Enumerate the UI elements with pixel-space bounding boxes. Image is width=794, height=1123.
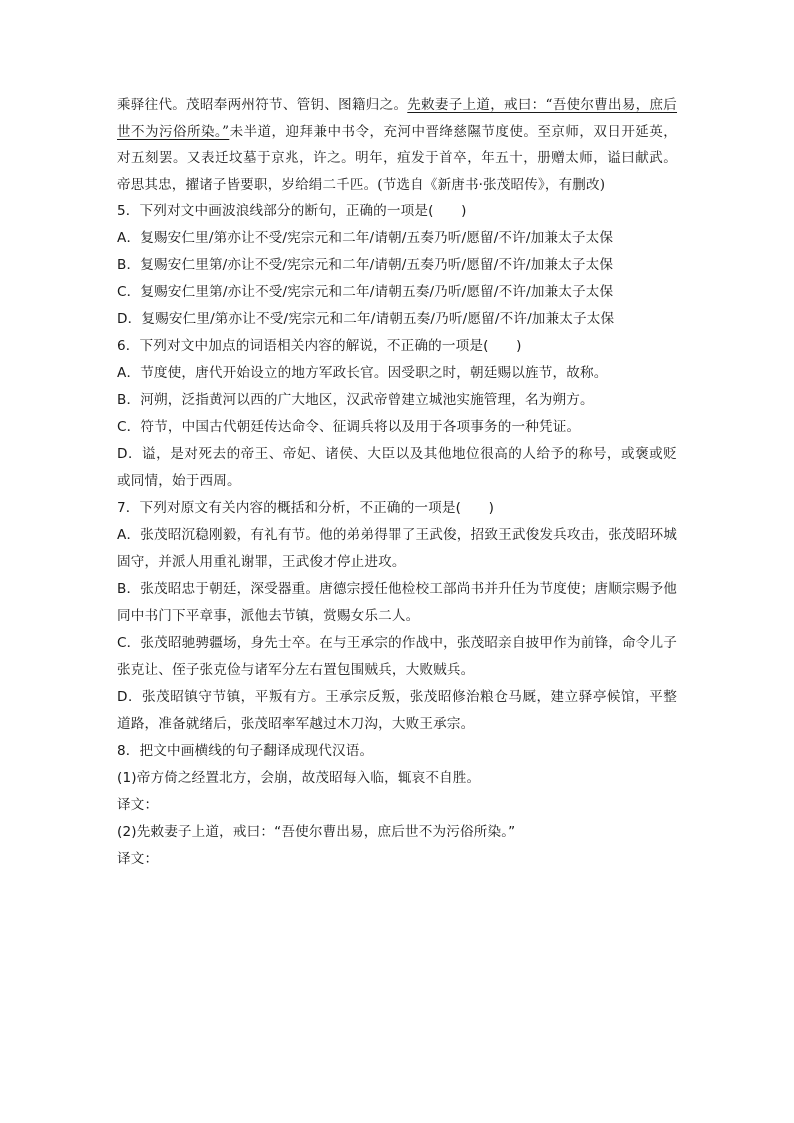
option-c: C．复赐安仁里第/亦让不受/宪宗元和二年/请朝五奏/乃听/愿留/不许/加兼太子太保 [117,284,614,300]
translation-answer-label-1: 译文： [117,797,159,813]
option-d: D．复赐安仁里/第亦让不受/宪宗元和二年/请朝五奏/乃听/愿留/不许/加兼太子太保 [117,311,615,327]
question-8 [117,738,677,873]
option-a: A．复赐安仁里/第亦让不受/宪宗元和二年/请朝/五奏乃听/愿留/不许/加兼太子太保 [117,230,614,246]
option-c: C．张茂昭驰骋疆场，身先士卒。在与王承宗的作战中，张茂昭亲自披甲作为前锋，命令儿子张克让、侄子张克俭与诸军分左右置包围贼兵，大败贼兵。 [117,635,677,678]
option-a: A．节度使，唐代开始设立的地方军政长官。因受职之时，朝廷赐以旌节，故称。 [117,365,608,381]
option-d: D．谥，是对死去的帝王、帝妃、诸侯、大臣以及其他地位很高的人给予的称号，或褒或贬或同情，始于西周。 [117,446,677,489]
translation-sentence-1: (1)帝方倚之经置北方，会崩，故茂昭每入临，辄哀不自胜。 [117,770,481,786]
question-5 [117,198,677,333]
option-b: B．复赐安仁里第/亦让不受/宪宗元和二年/请朝/五奏乃听/愿留/不许/加兼太子太保 [117,257,614,273]
option-b: B．河朔，泛指黄河以西的广大地区，汉武帝曾建立城池实施管理，名为朔方。 [117,392,594,408]
question-stem: 5．下列对文中画波浪线部分的断句，正确的一项是( ) [117,203,467,219]
underlined-sentence: 先敕妻子上道，戒曰：“吾使尔曹出易，庶后世不为污俗所染。” [117,97,678,140]
translation-answer-label-2: 译文： [117,851,159,867]
option-c: C．符节，中国古代朝廷传达命令、征调兵将以及用于各项事务的一种凭证。 [117,419,581,435]
translation-sentence-2: (2)先敕妻子上道，戒曰：“吾使尔曹出易，庶后世不为污俗所染。” [117,824,516,840]
passage-segment: 乘驿往代。茂昭奉两州符节、管钥、图籍归之。 [117,97,408,113]
passage-segment: 未半道，迎拜兼中书令，充河中晋绛慈隰节度使。至京师，双日开延英，对五刻罢。又表迁坟墓于京兆，许之。明年，疽发于首卒，年五十，册赠太师，谥曰献武。帝思其忠，擢诸子皆要职，岁给绢二千匹。(节选自《新唐书·张茂昭传》，有删改) [117,123,677,193]
question-stem: 6．下列对文中加点的词语相关内容的解说，不正确的一项是( ) [117,338,522,354]
question-7 [117,495,677,738]
question-6 [117,333,677,495]
question-stem: 8．把文中画横线的句子翻译成现代汉语。 [117,743,374,759]
option-a: A．张茂昭沉稳刚毅，有礼有节。他的弟弟得罪了王武俊，招致王武俊发兵攻击，张茂昭环城固守，并派人用重礼谢罪，王武俊才停止进攻。 [117,527,677,570]
document-page [117,92,677,873]
option-d: D．张茂昭镇守节镇，平叛有方。王承宗反叛，张茂昭修治粮仓马厩，建立驿亭候馆，平整道路，准备就绪后，张茂昭率军越过木刀沟，大败王承宗。 [117,689,677,732]
passage-text [117,92,677,198]
question-stem: 7．下列对原文有关内容的概括和分析，不正确的一项是( ) [117,500,495,516]
option-b: B．张茂昭忠于朝廷，深受器重。唐德宗授任他检校工部尚书并升任为节度使；唐顺宗赐予他同中书门下平章事，派他去节镇，赏赐女乐二人。 [117,581,677,624]
